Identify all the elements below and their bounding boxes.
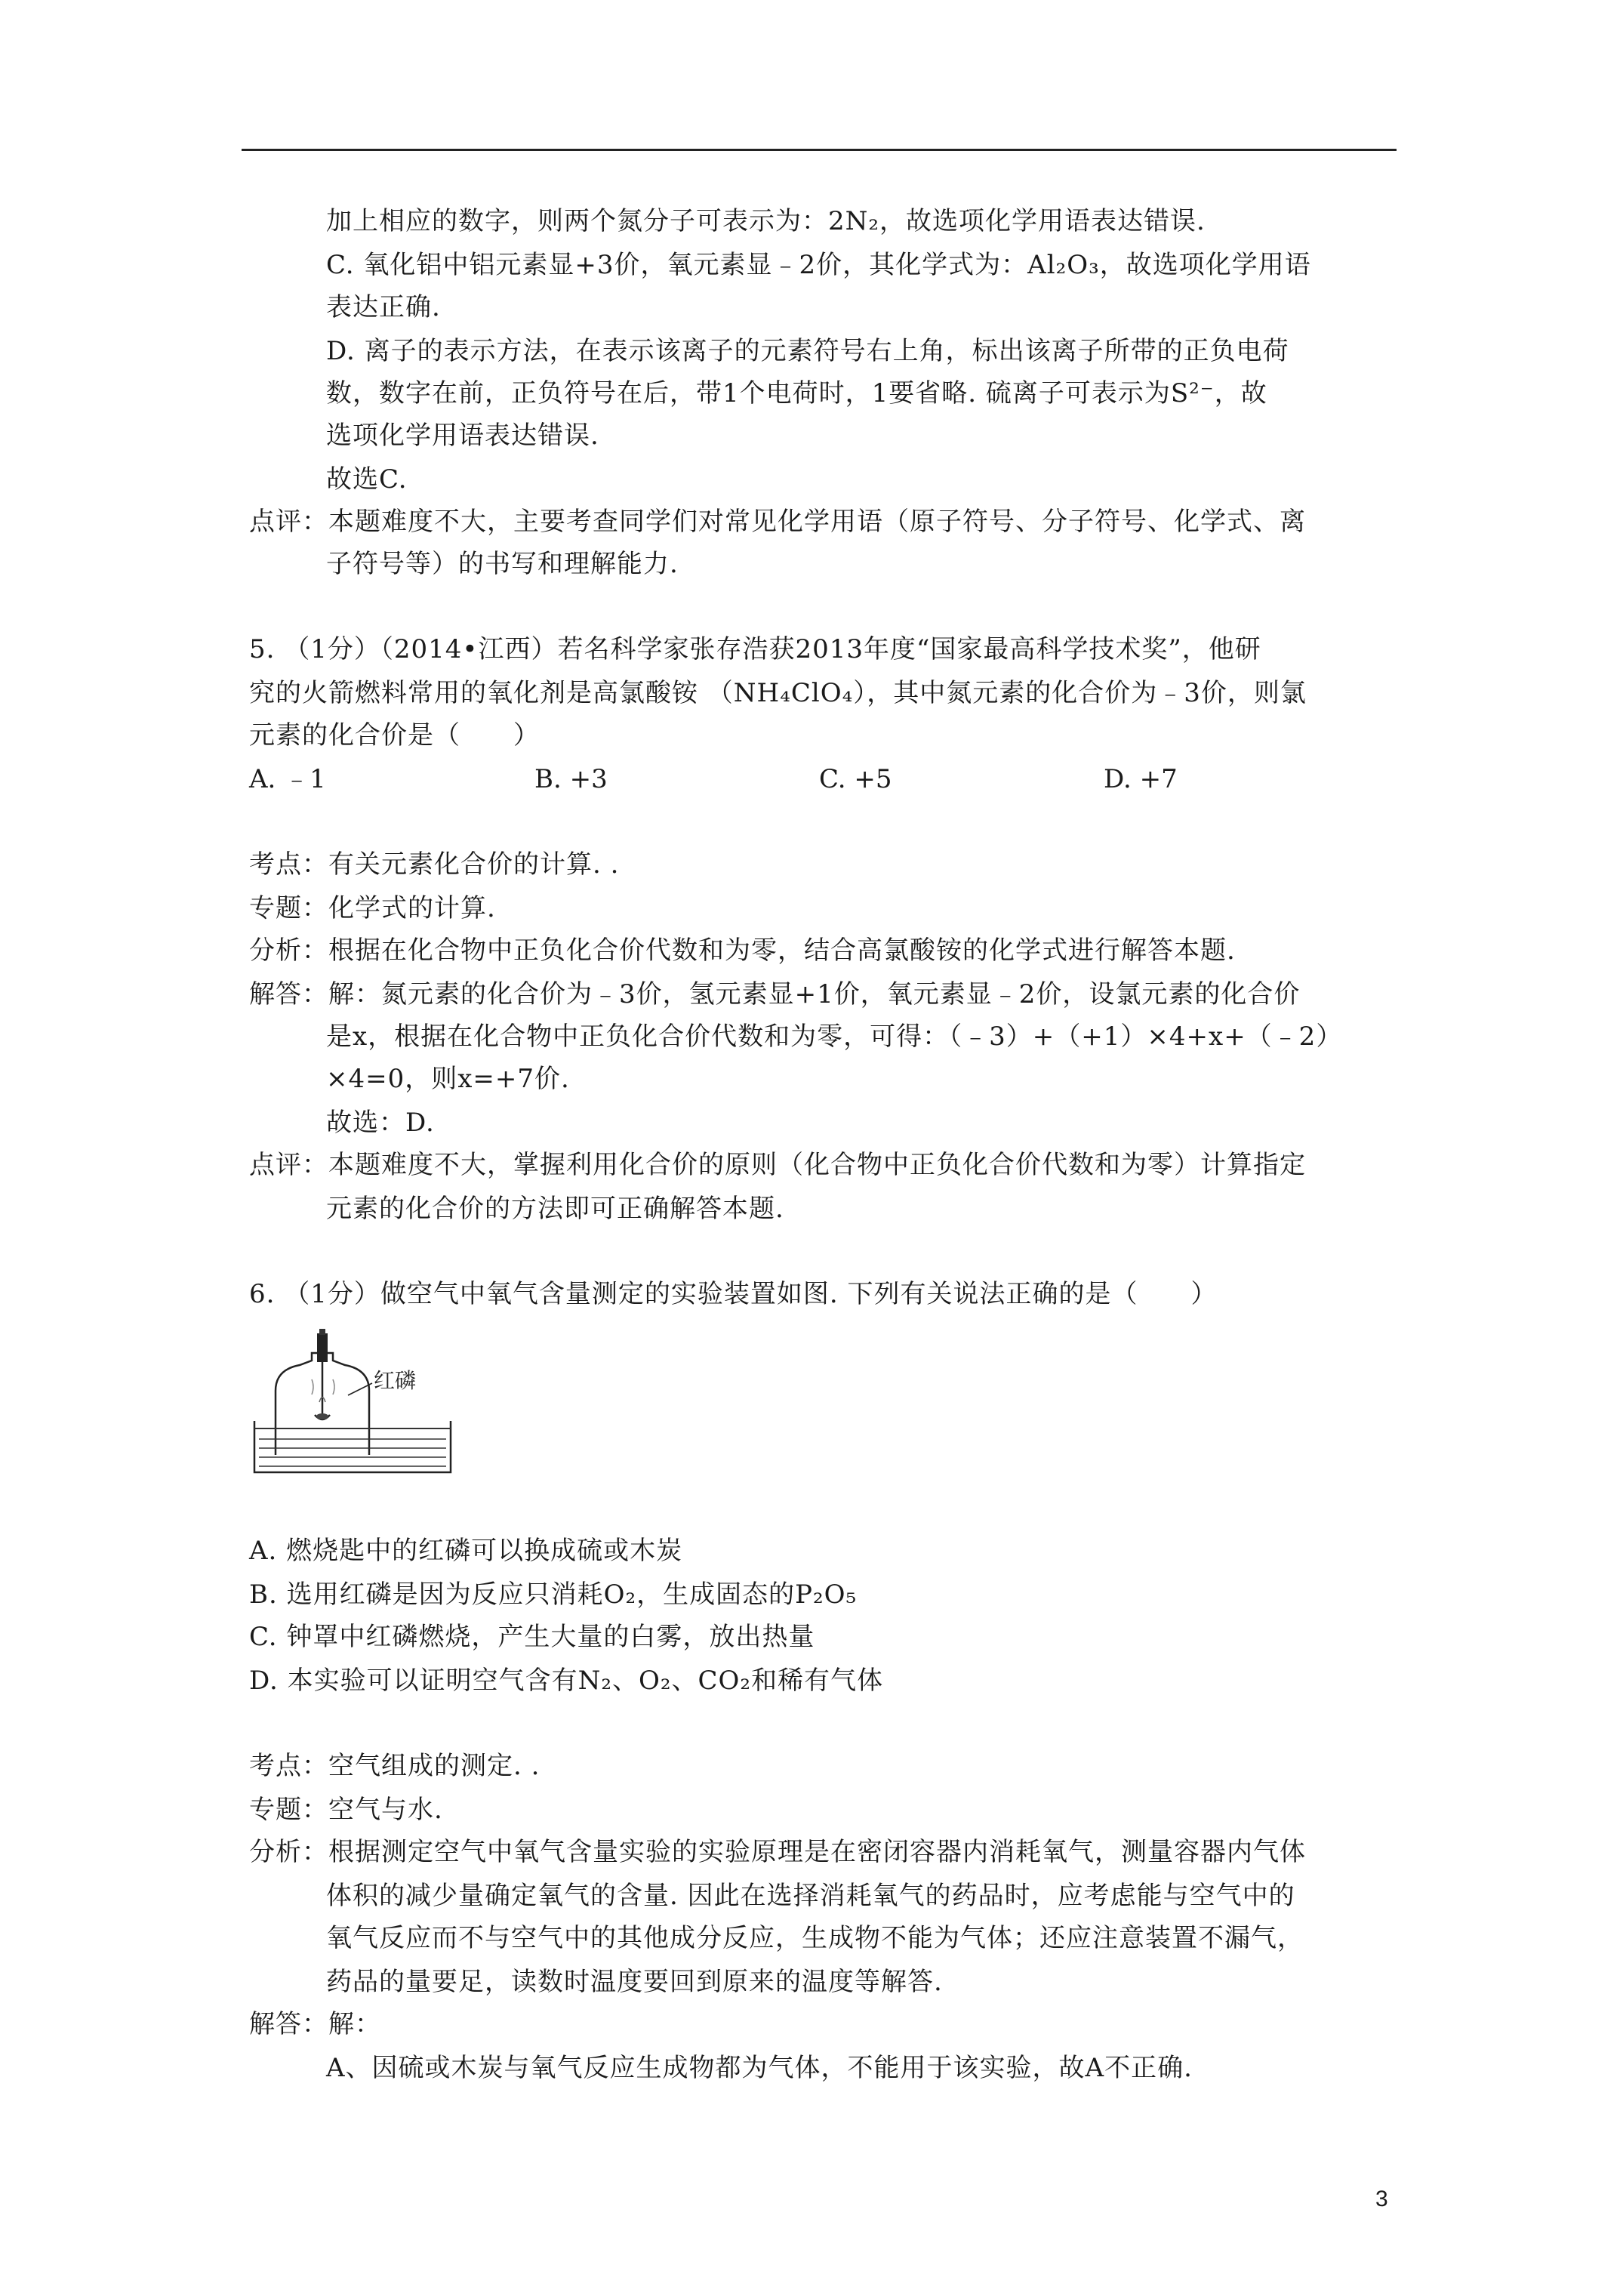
q5-stem-line-1: 5. （1分）（2014•江西）若名科学家张存浩获2013年度“国家最高科学技术奖”，他研 [249, 634, 1261, 664]
answer-line: 故选C. [326, 464, 408, 495]
q6-option-d: D. 本实验可以证明空气含有N₂、O₂、CO₂和稀有气体 [249, 1666, 884, 1696]
q5-comment-line-2: 元素的化合价的方法即可正确解答本题. [326, 1194, 784, 1224]
q6-option-c: C. 钟罩中红磷燃烧，产生大量的白雾，放出热量 [249, 1622, 815, 1652]
q5-stem-line-3: 元素的化合价是（ ） [249, 720, 540, 750]
q6-jieda: 解答：解： [249, 2009, 381, 2039]
q6-jieda-a: A、因硫或木炭与氧气反应生成物都为气体，不能用于该实验，故A不正确. [326, 2053, 1193, 2083]
q6-zhuanti: 专题：空气与水. [249, 1795, 443, 1825]
figure-label-red-phosphorus: 红磷 [374, 1368, 417, 1393]
q5-kaodian: 考点：有关元素化合价的计算. . [249, 849, 620, 880]
explanation-c-line-2: 表达正确. [326, 292, 441, 322]
explanation-c-line-1: C. 氧化铝中铝元素显+3价，氧元素显﹣2价，其化学式为：Al₂O₃，故选项化学用语 [326, 250, 1311, 280]
comment-line-2: 子符号等）的书写和理解能力. [326, 549, 679, 579]
q5-answer: 故选：D. [326, 1108, 435, 1138]
q6-kaodian: 考点：空气组成的测定. . [249, 1751, 540, 1781]
explanation-d-line-3: 选项化学用语表达错误. [326, 421, 599, 451]
q5-jieda-line-1: 解答：解：氮元素的化合价为﹣3价，氢元素显+1价，氧元素显﹣2价，设氯元素的化合价 [249, 979, 1301, 1009]
comment-line-1: 点评：本题难度不大，主要考查同学们对常见化学用语（原子符号、分子符号、化学式、离 [249, 507, 1306, 537]
explanation-d-line-2: 数，数字在前，正负符号在后，带1个电荷时，1要省略. 硫离子可表示为S²⁻，故 [326, 378, 1267, 408]
q5-option-c: C. +5 [819, 764, 892, 794]
explanation-d-line-1: D. 离子的表示方法，在表示该离子的元素符号右上角，标出该离子所带的正负电荷 [326, 336, 1289, 366]
q6-fenxi-line-4: 药品的量要足，读数时温度要回到原来的温度等解答. [326, 1967, 943, 1997]
bell-jar-apparatus-figure [253, 1323, 464, 1478]
q6-stem: 6. （1分）做空气中氧气含量测定的实验装置如图. 下列有关说法正确的是（ ） [249, 1279, 1218, 1309]
q6-option-a: A. 燃烧匙中的红磷可以换成硫或木炭 [249, 1536, 683, 1566]
q6-option-b: B. 选用红磷是因为反应只消耗O₂，生成固态的P₂O₅ [249, 1579, 858, 1610]
q5-option-d: D. +7 [1104, 764, 1178, 794]
q5-fenxi: 分析：根据在化合物中正负化合价代数和为零，结合高氯酸铵的化学式进行解答本题. [249, 935, 1236, 966]
q6-fenxi-line-2: 体积的减少量确定氧气的含量. 因此在选择消耗氧气的药品时，应考虑能与空气中的 [326, 1881, 1295, 1911]
page-number: 3 [1375, 2187, 1388, 2211]
header-rule [242, 149, 1397, 151]
q6-fenxi-line-1: 分析：根据测定空气中氧气含量实验的实验原理是在密闭容器内消耗氧气，测量容器内气体 [249, 1837, 1306, 1867]
q5-zhuanti: 专题：化学式的计算. [249, 893, 496, 923]
q5-option-a: A. ﹣1 [249, 764, 326, 794]
explanation-b-line: 加上相应的数字，则两个氮分子可表示为：2N₂，故选项化学用语表达错误. [326, 206, 1206, 236]
q5-jieda-line-3: ×4=0，则x=+7价. [326, 1064, 570, 1094]
q6-fenxi-line-3: 氧气反应而不与空气中的其他成分反应，生成物不能为气体；还应注意装置不漏气， [326, 1923, 1304, 1953]
q5-stem-line-2: 究的火箭燃料常用的氧化剂是高氯酸铵 （NH₄ClO₄），其中氮元素的化合价为﹣3价，则氯 [249, 678, 1307, 708]
q5-jieda-line-2: 是x，根据在化合物中正负化合价代数和为零，可得：（﹣3）+（+1）×4+x+（﹣2） [326, 1022, 1343, 1052]
q5-comment-line-1: 点评：本题难度不大，掌握利用化合价的原则（化合物中正负化合价代数和为零）计算指定 [249, 1150, 1306, 1180]
q5-option-b: B. +3 [534, 764, 608, 794]
